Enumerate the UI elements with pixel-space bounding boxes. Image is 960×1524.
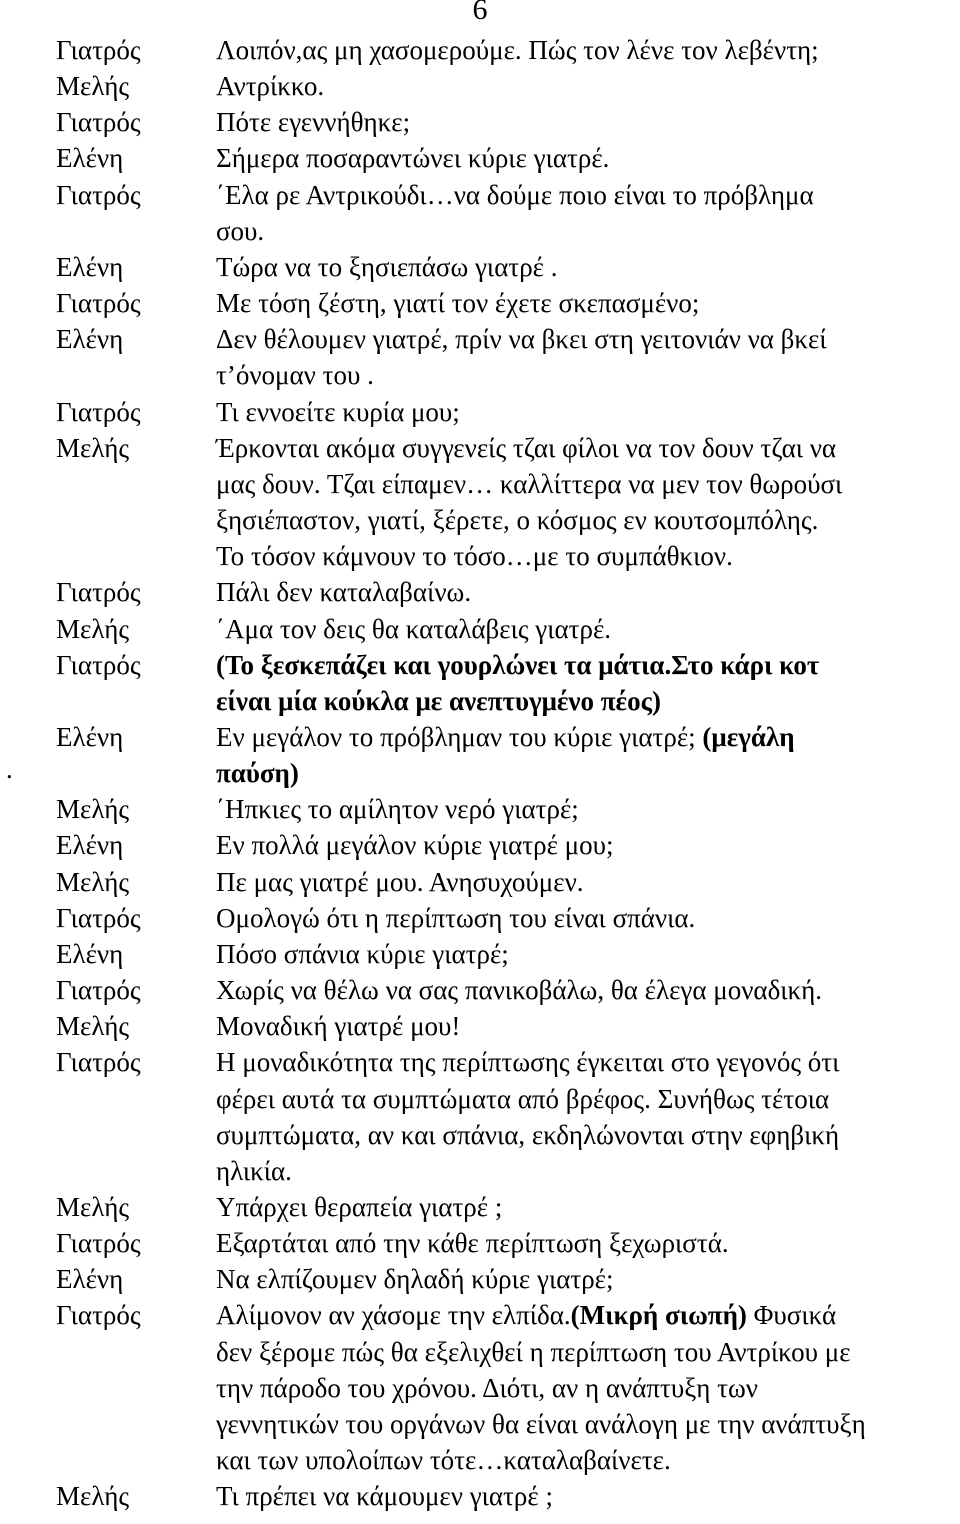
stage-direction: (Μικρή σιωπή)	[570, 1300, 747, 1331]
dialogue-text	[216, 394, 954, 430]
dialogue-row	[0, 1225, 960, 1261]
dialogue-row	[0, 32, 960, 68]
dialogue-row	[0, 827, 960, 863]
spoken-text: Φυσικά δεν ξέρομε πώς θα εξελιχθεί η περίπτωση του Αντρίκου με την πάροδο του χρόνου. Διότι, αν η ανάπτυξη των γεννητικών του οργάνων θα είναι ανάλογη με την ανάπτυξη και των υπολοίπων τότε…καταλαβαίνετε.	[216, 1300, 866, 1476]
dialogue-row	[0, 394, 960, 430]
dialogue-line	[216, 140, 954, 176]
dialogue-row	[0, 1044, 960, 1189]
spoken-text: Εν πολλά μεγάλον κύριε γιατρέ μου;	[216, 830, 614, 861]
dialogue-row	[0, 611, 960, 647]
dialogue-row	[0, 140, 960, 176]
dialogue-text	[216, 1261, 954, 1297]
dialogue-line	[216, 1189, 954, 1225]
dialogue-line	[216, 719, 954, 791]
dialogue-text	[216, 430, 954, 575]
spoken-text: ΄Ελα ρε Αντρικούδι…να δούμε ποιο είναι το πρόβλημα σου.	[216, 179, 814, 246]
dialogue-text	[216, 140, 954, 176]
dialogue-line	[216, 1044, 954, 1189]
dialogue-line	[216, 647, 954, 719]
dialogue-row	[0, 647, 960, 719]
speaker-name: Γιατρός	[56, 649, 141, 680]
stray-mark: .	[6, 754, 13, 784]
dialogue-line	[216, 104, 954, 140]
speaker-name: Ελένη	[56, 324, 124, 355]
dialogue-line	[216, 249, 954, 285]
spoken-text: Εξαρτάται από την κάθε περίπτωση ξεχωριστά.	[216, 1228, 729, 1259]
speaker-name: Ελένη	[56, 830, 124, 861]
dialogue-row	[0, 249, 960, 285]
dialogue-line	[216, 394, 954, 430]
dialogue-row	[0, 177, 960, 249]
spoken-text: Πόσο σπάνια κύριε γιατρέ;	[216, 938, 509, 969]
dialogue-row	[0, 1297, 960, 1478]
dialogue-line	[216, 68, 954, 104]
dialogue-row	[0, 430, 960, 575]
spoken-text: Η μοναδικότητα της περίπτωσης έγκειται στο γεγονός ότι φέρει αυτά τα συμπτώματα από βρέφος. Συνήθως τέτοια συμπτώματα, αν και σπάνια, εκδηλώνονται στην εφηβική ηλικία.	[216, 1047, 840, 1186]
stage-direction: (μεγάλη παύση)	[216, 721, 795, 789]
dialogue-text	[216, 936, 954, 972]
dialogue-text	[216, 827, 954, 863]
spoken-text: Πότε εγεννήθηκε;	[216, 107, 411, 138]
dialogue-text	[216, 1225, 954, 1261]
dialogue-line	[216, 900, 954, 936]
dialogue-row	[0, 104, 960, 140]
dialogue-line	[216, 1008, 954, 1044]
stage-direction: (Το ξεσκεπάζει και γουρλώνει τα μάτια.Στο κάρι κοτ είναι μία κούκλα με ανεπτυγμένο πέος)	[216, 649, 820, 716]
speaker-name: Μελής	[56, 1481, 130, 1512]
dialogue-row	[0, 321, 960, 393]
spoken-text: Μοναδική γιατρέ μου!	[216, 1011, 461, 1042]
dialogue-row	[0, 1189, 960, 1225]
spoken-text: Υπάρχει θεραπεία γιατρέ ;	[216, 1192, 503, 1222]
dialogue-text	[216, 1297, 954, 1478]
speaker-name: Μελής	[56, 866, 130, 897]
dialogue-row	[0, 1478, 960, 1514]
speaker-name: Ελένη	[56, 721, 124, 752]
speaker-name: Γιατρός	[56, 396, 141, 427]
dialogue-text	[216, 177, 954, 249]
dialogue-text	[216, 1008, 954, 1044]
spoken-text: Σήμερα ποσαραντώνει κύριε γιατρέ.	[216, 143, 610, 174]
dialogue-line	[216, 285, 954, 321]
dialogue-text	[216, 791, 954, 827]
spoken-text: Έρκονται ακόμα συγγενείς τζαι φίλοι να τον δουν τζαι να μας δουν. Τζαι είπαμεν… καλλίττερα να μεν τον θωρούσι ξησιέπαστον, γιατί, ξέρετε, ο κόσμος εν κουτσομπόλης. Το τόσον κάμνουν το τόσο…με το συμπάθκιον.	[216, 432, 843, 572]
spoken-text: Τώρα να το ξησιεπάσω γιατρέ .	[216, 251, 558, 282]
dialogue-line	[216, 321, 954, 393]
dialogue-text	[216, 574, 954, 610]
dialogue-text	[216, 68, 954, 104]
dialogue-row	[0, 936, 960, 972]
spoken-text: Με τόση ζέστη, γιατί τον έχετε σκεπασμένο;	[216, 288, 700, 319]
speaker-name: Γιατρός	[56, 179, 141, 210]
spoken-text: ΄Αμα τον δεις θα καταλάβεις γιατρέ.	[216, 613, 612, 644]
dialogue-text	[216, 249, 954, 285]
dialogue-line	[216, 430, 954, 575]
spoken-text: Να ελπίζουμεν δηλαδή κύριε γιατρέ;	[216, 1264, 614, 1295]
dialogue-text	[216, 864, 954, 900]
dialogue-line	[216, 574, 954, 610]
spoken-text: ΄Ηπκιες το αμίλητον νερό γιατρέ;	[216, 794, 579, 825]
dialogue-text	[216, 719, 954, 791]
speaker-name: Μελής	[56, 1192, 130, 1222]
spoken-text: Λοιπόν,ας μη χασομερούμε. Πώς τον λένε τον λεβέντη;	[216, 35, 819, 65]
speaker-name: Γιατρός	[56, 107, 141, 138]
dialogue-row	[0, 68, 960, 104]
dialogue-text	[216, 647, 954, 719]
dialogue-line	[216, 827, 954, 863]
dialogue-row	[0, 900, 960, 936]
speaker-name: Γιατρός	[56, 975, 141, 1006]
page-number: 6	[472, 0, 488, 26]
dialogue-text	[216, 611, 954, 647]
dialogue-line	[216, 1225, 954, 1261]
spoken-text: Πε μας γιατρέ μου. Ανησυχούμεν.	[216, 866, 584, 897]
speaker-name: Γιατρός	[56, 1047, 141, 1078]
dialogue-row	[0, 1008, 960, 1044]
dialogue-text	[216, 1044, 954, 1189]
speaker-name: Γιατρός	[56, 1300, 141, 1331]
dialogue-text	[216, 972, 954, 1008]
speaker-name: Μελής	[56, 794, 130, 825]
spoken-text: Αλίμονον αν χάσομε την ελπίδα.	[216, 1300, 571, 1331]
dialogue-line	[216, 177, 954, 249]
dialogue-line	[216, 611, 954, 647]
speaker-name: Μελής	[56, 1011, 130, 1042]
speaker-name: Γιατρός	[56, 902, 141, 933]
speaker-name: Γιατρός	[56, 35, 141, 65]
dialogue-text	[216, 321, 954, 393]
dialogue-script	[0, 32, 960, 1514]
spoken-text: Πάλι δεν καταλαβαίνω.	[216, 577, 472, 608]
spoken-text: Ομολογώ ότι η περίπτωση του είναι σπάνια.	[216, 902, 696, 933]
speaker-name: Γιατρός	[56, 1228, 141, 1259]
dialogue-row	[0, 791, 960, 827]
dialogue-line	[216, 864, 954, 900]
dialogue-line	[216, 972, 954, 1008]
dialogue-text	[216, 900, 954, 936]
spoken-text: Εν μεγάλον το πρόβλημαν του κύριε γιατρέ;	[216, 721, 703, 752]
spoken-text: Τι πρέπει να κάμουμεν γιατρέ ;	[216, 1481, 553, 1512]
speaker-name: Ελένη	[56, 251, 124, 282]
speaker-name: Γιατρός	[56, 288, 141, 319]
spoken-text: Αντρίκκο.	[216, 71, 325, 102]
dialogue-line	[216, 1261, 954, 1297]
speaker-name: Μελής	[56, 613, 130, 644]
speaker-name: Μελής	[56, 71, 130, 102]
dialogue-line	[216, 32, 954, 68]
speaker-name: Ελένη	[56, 938, 124, 969]
dialogue-text	[216, 1189, 954, 1225]
dialogue-text	[216, 285, 954, 321]
spoken-text: Χωρίς να θέλω να σας πανικοβάλω, θα έλεγα μοναδική.	[216, 975, 823, 1006]
dialogue-text	[216, 32, 954, 68]
dialogue-row	[0, 285, 960, 321]
dialogue-row	[0, 864, 960, 900]
dialogue-line	[216, 791, 954, 827]
dialogue-line	[216, 936, 954, 972]
spoken-text: Δεν θέλουμεν γιατρέ, πρίν να βκει στη γειτονιάν να βκεί τ’όνομαν του .	[216, 324, 827, 391]
dialogue-line	[216, 1478, 954, 1514]
speaker-name: Ελένη	[56, 143, 124, 174]
speaker-name: Μελής	[56, 432, 130, 463]
speaker-name: Γιατρός	[56, 577, 141, 608]
dialogue-text	[216, 1478, 954, 1514]
dialogue-text	[216, 104, 954, 140]
dialogue-row	[0, 1261, 960, 1297]
dialogue-line	[216, 1297, 954, 1478]
dialogue-row	[0, 574, 960, 610]
spoken-text: Τι εννοείτε κυρία μου;	[216, 396, 460, 427]
speaker-name: Ελένη	[56, 1264, 124, 1295]
dialogue-row	[0, 719, 960, 791]
dialogue-row	[0, 972, 960, 1008]
